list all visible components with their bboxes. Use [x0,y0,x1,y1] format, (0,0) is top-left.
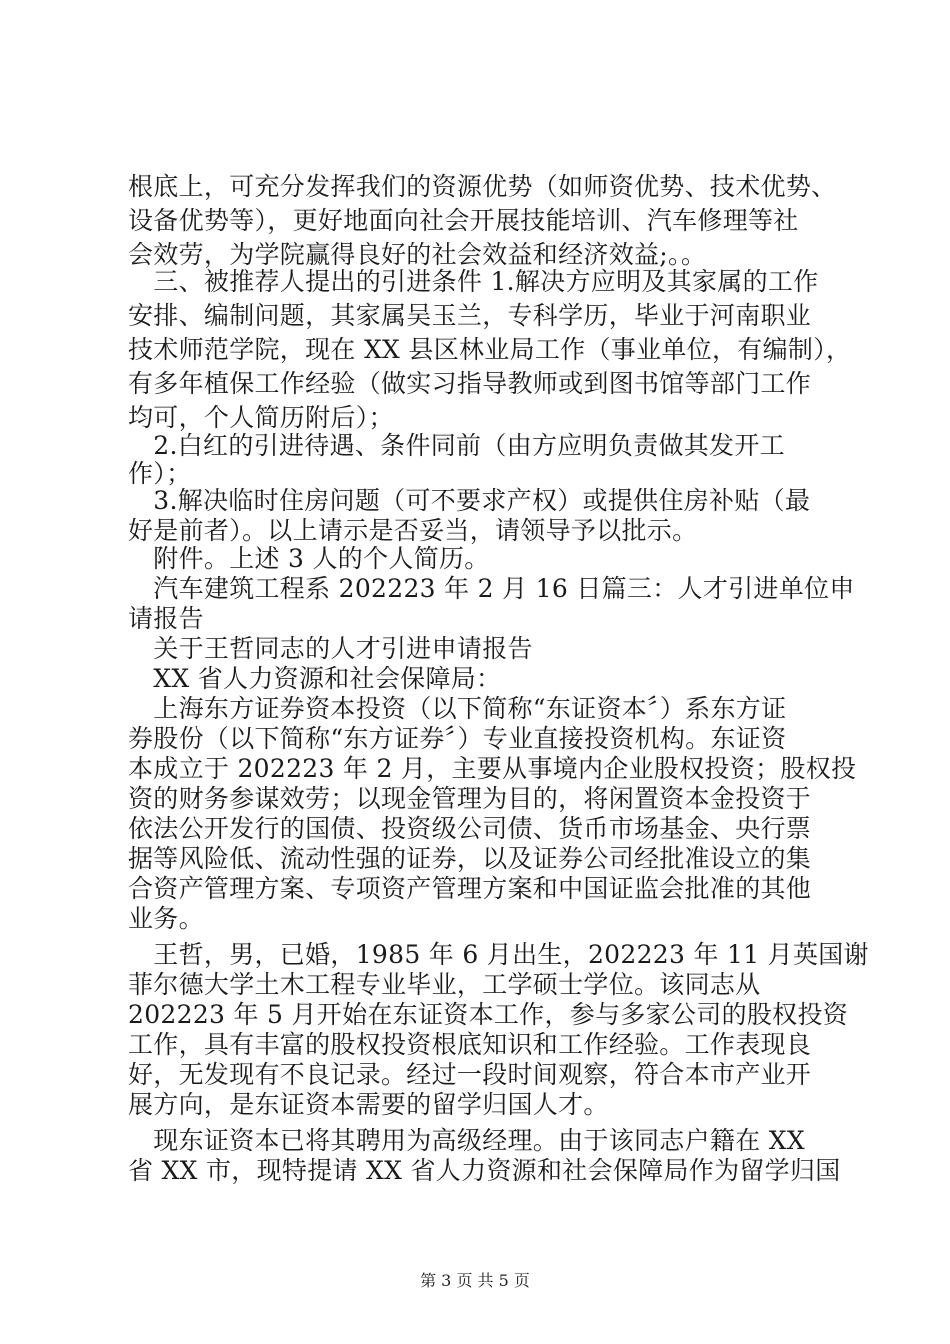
text-line: 菲尔德大学土木工程专业毕业，工学硕士学位。该同志从 [128,970,761,999]
text-line: 券股份（以下简称“东方证券〞）专业直接投资机构。东证资 [128,724,787,753]
text-line: 业务。 [128,904,204,933]
text-line: 现东证资本已将其聘用为高级经理。由于该同志户籍在 XX [128,1126,805,1155]
text-line: 根底上，可充分发挥我们的资源优势（如师资优势、技术优势、 [128,172,837,201]
text-line: 汽车建筑工程系 202223 年 2 月 16 日篇三：人才引进单位申 [128,574,855,603]
text-line: 有多年植保工作经验（做实习指导教师或到图书馆等部门工作 [128,369,812,398]
text-line: 技术师范学院，现在 XX 县区林业局工作（事业单位，有编制）， [128,335,852,364]
text-line: 202223 年 5 月开始在东证资本工作，参与多家公司的股权投资 [128,1000,849,1029]
text-line: 王哲，男，已婚，1985 年 6 月出生，202223 年 11 月英国谢 [128,940,869,969]
text-line: 2.白红的引进待遇、条件同前（由方应明负责做其发开工 [128,431,785,460]
text-line: 省 XX 市，现特提请 XX 省人力资源和社会保障局作为留学归国 [128,1156,841,1185]
text-line: 资的财务参谋效劳；以现金管理为目的，将闲置资本金投资于 [128,784,812,813]
text-line: 安排、编制问题，其家属吴玉兰，专科学历，毕业于河南职业 [128,301,812,330]
text-line: 本成立于 202223 年 2 月，主要从事境内企业股权投资；股权投 [128,754,857,783]
text-line: 关于王哲同志的人才引进申请报告 [128,634,533,663]
text-line: 设备优势等），更好地面向社会开展技能培训、汽车修理等社 [128,206,799,235]
text-line: 会效劳，为学院赢得良好的社会效益和经济效益;。。 [128,240,707,269]
page-footer: 第 3 页 共 5 页 [420,1271,530,1290]
text-line: 三、被推荐人提出的引进条件 1.解决方应明及其家属的工作 [128,267,819,296]
text-line: XX 省人力资源和社会保障局： [128,664,502,693]
text-line: 依法公开发行的国债、投资级公司债、货币市场基金、央行票 [128,814,812,843]
text-line: 好，无发现有不良记录。经过一段时间观察，符合本市产业开 [128,1060,812,1089]
text-line: 展方向，是东证资本需要的留学归国人才。 [128,1090,609,1119]
text-line: 附件。上述 3 人的个人简历。 [128,544,490,573]
text-line: 作）； [128,459,192,488]
text-line: 工作，具有丰富的股权投资根底知识和工作经验。工作表现良 [128,1030,812,1059]
text-line: 均可，个人简历附后）； [128,403,394,432]
text-line: 请报告 [128,604,204,633]
text-line: 好是前者）。以上请示是否妥当，请领导予以批示。 [128,516,698,545]
text-line: 据等风险低、流动性强的证券，以及证券公司经批准设立的集 [128,844,812,873]
text-line: 3.解决临时住房问题（可不要求产权）或提供住房补贴（最 [128,486,811,515]
text-line: 合资产管理方案、专项资产管理方案和中国证监会批准的其他 [128,874,812,903]
text-line: 上海东方证券资本投资（以下简称“东证资本〞）系东方证 [128,694,787,723]
